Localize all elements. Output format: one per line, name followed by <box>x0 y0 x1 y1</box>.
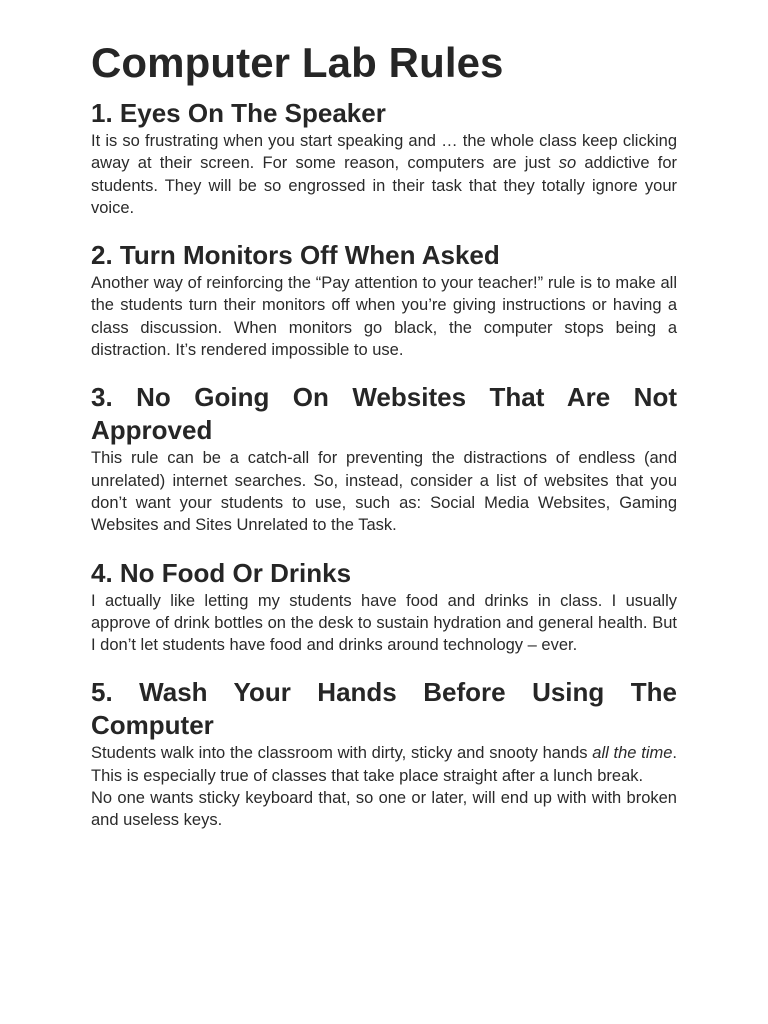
rule-heading: 2. Turn Monitors Off When Asked <box>91 240 500 271</box>
rule-heading: 3. No Going On Websites That Are Not Approved <box>91 382 677 446</box>
rule-section-4 <box>91 557 677 657</box>
rule-body-continued: No one wants sticky keyboard that, so one or later, will end up with with broken and useless keys. <box>91 789 677 830</box>
page-title: Computer Lab Rules <box>91 39 504 86</box>
rule-section-5 <box>91 676 677 831</box>
rule-heading: 1. Eyes On The Speaker <box>91 98 386 128</box>
rule-section-2 <box>91 239 677 361</box>
rule-body: This rule can be a catch-all for preventing the distractions of endless (and unrelated) internet searches. So, instead, consider a list of websites that you don’t want your students to use, such as: Social Media Websites, Gaming Websites and Sites Unrelated to the Task. <box>91 449 677 535</box>
rule-body <box>91 742 677 787</box>
rule-heading: 5. Wash Your Hands Before Using The Computer <box>91 677 677 741</box>
rule-body: Another way of reinforcing the “Pay attention to your teacher!” rule is to make all the students turn their monitors off when you’re giving instructions or having a class discussion. When monitors go black, the computer stops being a distraction. It’s rendered impossible to use. <box>91 274 677 360</box>
rule-section-1 <box>91 97 677 219</box>
rule-body-text: It is so frustrating when you start speaking and … the whole class keep clicking away at their screen. For some reason, computers are just <box>91 132 677 173</box>
rule-body: I actually like letting my students have food and drinks in class. I usually approve of drink bottles on the desk to sustain hydration and general health. But I don’t let students have food and drinks around technology – ever. <box>91 591 677 655</box>
rule-body-text: . This is especially true of classes that take place straight after a lunch break. <box>91 744 677 785</box>
rule-body <box>91 130 677 219</box>
rule-heading: 4. No Food Or Drinks <box>91 557 352 588</box>
rule-body-emphasis: so <box>558 154 577 173</box>
rule-body-text: addictive for students. They will be so engrossed in their task that they totally ignore your voice. <box>91 154 678 217</box>
rule-body-text: Students walk into the classroom with dirty, sticky and snooty hands <box>91 744 593 763</box>
rule-section-3 <box>91 381 677 536</box>
rule-body-emphasis: all the time <box>592 744 673 763</box>
